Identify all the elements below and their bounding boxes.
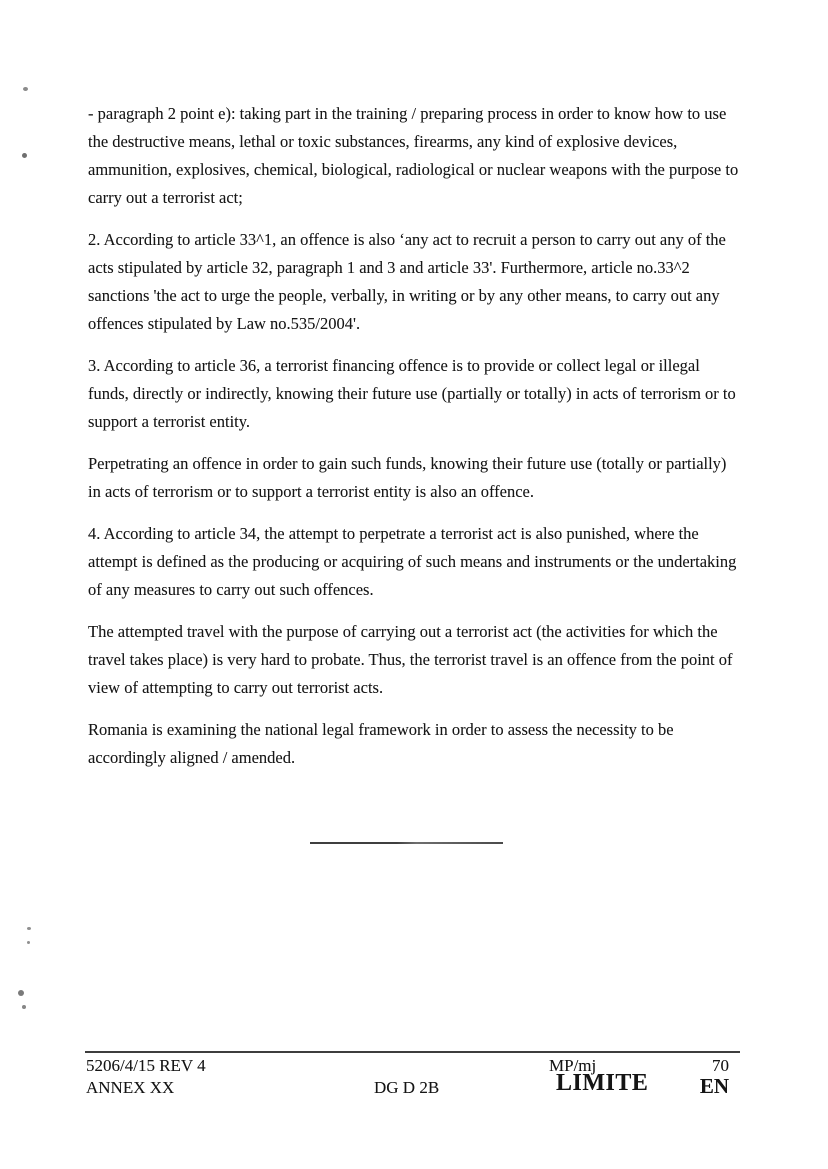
drafter-initials: MP/mj xyxy=(549,1056,597,1075)
scan-speck xyxy=(27,927,31,930)
annex-label: ANNEX XX xyxy=(86,1078,175,1097)
section-divider xyxy=(310,842,503,844)
scan-speck xyxy=(27,941,30,944)
document-reference: 5206/4/15 REV 4 xyxy=(86,1056,206,1075)
paragraph-attempted-travel: The attempted travel with the purpose of carrying out a terrorist act (the activities for which the travel takes place) is very hard to probate. Thus, the terrorist travel is an offence from the point of view of attempting to carry out terrorist acts. xyxy=(88,622,733,697)
scan-speck xyxy=(22,153,27,158)
paragraph-attempt-offence: 4. According to article 34, the attempt to perpetrate a terrorist act is also punished, where the attempt is defined as the producing or acquiring of such means and instruments or the undertaking of any measures to carry out such offences. xyxy=(88,524,737,599)
scan-speck xyxy=(23,87,28,91)
footer-rule xyxy=(85,1051,740,1053)
paragraph-training-offence: - paragraph 2 point e): taking part in the training / preparing process in order to know how to use the destructive means, lethal or toxic substances, firearms, any kind of explosive devices, ammunition, explosives, chemical, biological, radiological or nuclear weapons with the purpose to carry out a terrorist act; xyxy=(88,104,739,207)
paragraph-financing-offence: 3. According to article 36, a terrorist financing offence is to provide or collect legal or illegal funds, directly or indirectly, knowing their future use (partially or totally) in acts of terrorism or to support a terrorist entity. xyxy=(88,356,736,431)
scan-speck xyxy=(18,990,24,996)
paragraph-perpetrating-offence: Perpetrating an offence in order to gain such funds, knowing their future use (totally or partially) in acts of terrorism or to support a terrorist entity is also an offence. xyxy=(88,454,727,501)
scan-speck xyxy=(22,1005,26,1009)
directorate-label: DG D 2B xyxy=(374,1078,440,1097)
document-body xyxy=(88,100,740,786)
paragraph-recruitment-offence: 2. According to article 33^1, an offence is also ‘any act to recruit a person to carry out any of the acts stipulated by article 32, paragraph 1 and 3 and article 33'. Furthermore, article no.33^2 sanctions 'the act to urge the people, verbally, in writing or by any other means, to carry out any offences stipulated by Law no.535/2004'. xyxy=(88,230,726,333)
page-number: 70 xyxy=(712,1056,729,1075)
paragraph-romania-framework: Romania is examining the national legal framework in order to assess the necessity to be accordingly aligned / amended. xyxy=(88,720,674,767)
classification-marking: LIMITE xyxy=(556,1070,649,1096)
language-code: EN xyxy=(699,1074,729,1098)
